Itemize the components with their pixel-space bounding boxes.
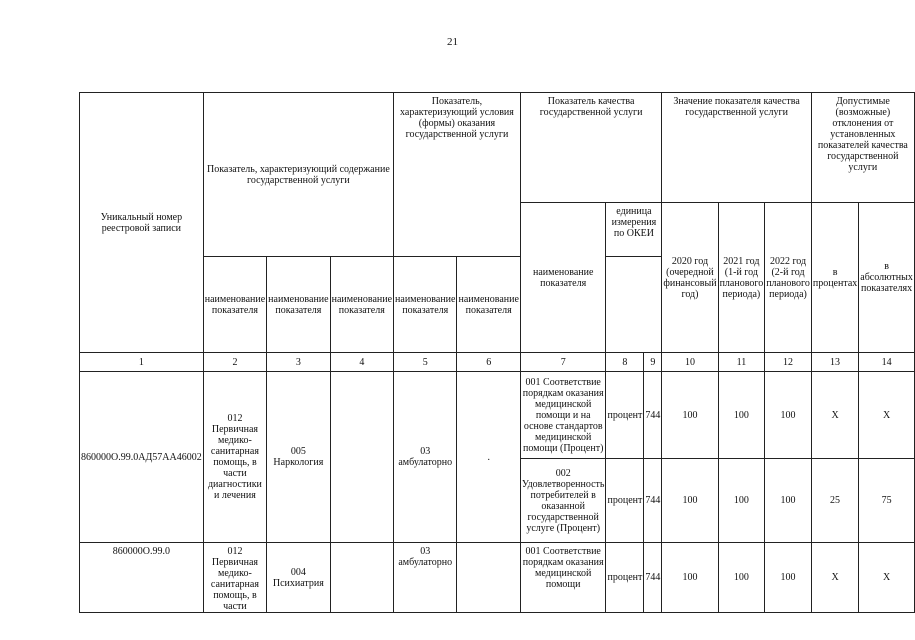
condition-indicator-2: .: [457, 372, 520, 543]
condition-indicator-1: 03 амбулаторно: [394, 372, 457, 543]
condition-indicator-1: 03 амбулаторно: [394, 543, 457, 613]
header-year-2020: 2020 год (очередной финансовый год): [662, 203, 718, 353]
unit-code: 744: [644, 459, 662, 543]
column-numbers-row: [80, 353, 915, 372]
deviation-percent: X: [811, 543, 858, 613]
value-2022: 100: [765, 372, 812, 459]
column-number: 10: [662, 353, 718, 372]
column-number: 11: [718, 353, 765, 372]
header-quality-indicator: Показатель качества государственной услуги: [520, 93, 661, 203]
column-number: 3: [267, 353, 330, 372]
content-indicator-3: [330, 372, 393, 543]
header-sub-name-6: наименование показателя: [457, 257, 520, 353]
deviation-absolute: X: [859, 372, 915, 459]
header-content-indicator: Показатель, характеризующий содержание государственной услуги: [203, 93, 393, 257]
column-number: 2: [203, 353, 266, 372]
reg-number: 860000О.99.0: [80, 543, 204, 613]
unit-code: 744: [644, 543, 662, 613]
condition-indicator-2: [457, 543, 520, 613]
table-row: [80, 543, 915, 613]
indicators-table: [79, 92, 915, 613]
content-indicator-2: 004 Психиатрия: [267, 543, 330, 613]
deviation-percent: X: [811, 372, 858, 459]
column-number: 6: [457, 353, 520, 372]
header-sub-name-4: наименование показателя: [330, 257, 393, 353]
value-2021: 100: [718, 543, 765, 613]
column-number: 9: [644, 353, 662, 372]
value-2021: 100: [718, 372, 765, 459]
header-year-2021: 2021 год (1-й год планового периода): [718, 203, 765, 353]
value-2021: 100: [718, 459, 765, 543]
header-unique-number: Уникальный номер реестровой записи: [80, 93, 204, 353]
header-deviation: Допустимые (возможные) отклонения от установленных показателей качества государственной услуги: [811, 93, 914, 203]
header-condition-indicator: Показатель, характеризующий условия (формы) оказания государственной услуги: [394, 93, 521, 257]
deviation-absolute: 75: [859, 459, 915, 543]
value-2020: 100: [662, 543, 718, 613]
content-indicator-1: 012 Первичная медико-санитарная помощь, в части диагностики и лечения: [203, 372, 266, 543]
table-row: [80, 372, 915, 459]
column-number: 12: [765, 353, 812, 372]
value-2022: 100: [765, 543, 812, 613]
header-quality-value: Значение показателя качества государственной услуги: [662, 93, 811, 203]
unit-name: процент: [606, 459, 644, 543]
page-number: 21: [447, 36, 458, 48]
unit-code: 744: [644, 372, 662, 459]
content-indicator-1: 012 Первичная медико-санитарная помощь, в части: [203, 543, 266, 613]
column-number: 5: [394, 353, 457, 372]
header-indicator-name: наименование показателя: [520, 203, 606, 353]
column-number: 1: [80, 353, 204, 372]
value-2022: 100: [765, 459, 812, 543]
unit-name: процент: [606, 543, 644, 613]
column-number: 7: [520, 353, 606, 372]
header-sub-name-3: наименование показателя: [267, 257, 330, 353]
column-number: 13: [811, 353, 858, 372]
header-sub-name-2: наименование показателя: [203, 257, 266, 353]
header-year-2022: 2022 год (2-й год планового периода): [765, 203, 812, 353]
content-indicator-3: [330, 543, 393, 613]
deviation-absolute: X: [859, 543, 915, 613]
quality-indicator-name: 002 Удовлетворенность потребителей в оказанной государственной услуге (Процент): [520, 459, 606, 543]
quality-indicator-name: 001 Соответствие порядкам оказания медицинской помощи и на основе стандартов медицинской помощи (Процент): [520, 372, 606, 459]
column-number: 14: [859, 353, 915, 372]
content-indicator-2: 005 Наркология: [267, 372, 330, 543]
column-number: 4: [330, 353, 393, 372]
reg-number: 860000О.99.0АД57АА46002: [80, 372, 204, 543]
quality-indicator-name: 001 Соответствие порядкам оказания медицинской помощи: [520, 543, 606, 613]
column-number: 8: [606, 353, 644, 372]
deviation-percent: 25: [811, 459, 858, 543]
header-sub-name-5: наименование показателя: [394, 257, 457, 353]
header-in-absolute: в абсолютных показателях: [859, 203, 915, 353]
value-2020: 100: [662, 459, 718, 543]
value-2020: 100: [662, 372, 718, 459]
unit-name: процент: [606, 372, 644, 459]
header-in-percent: в процентах: [811, 203, 858, 353]
header-unit-okei: единица измерения по ОКЕИ: [606, 203, 662, 257]
